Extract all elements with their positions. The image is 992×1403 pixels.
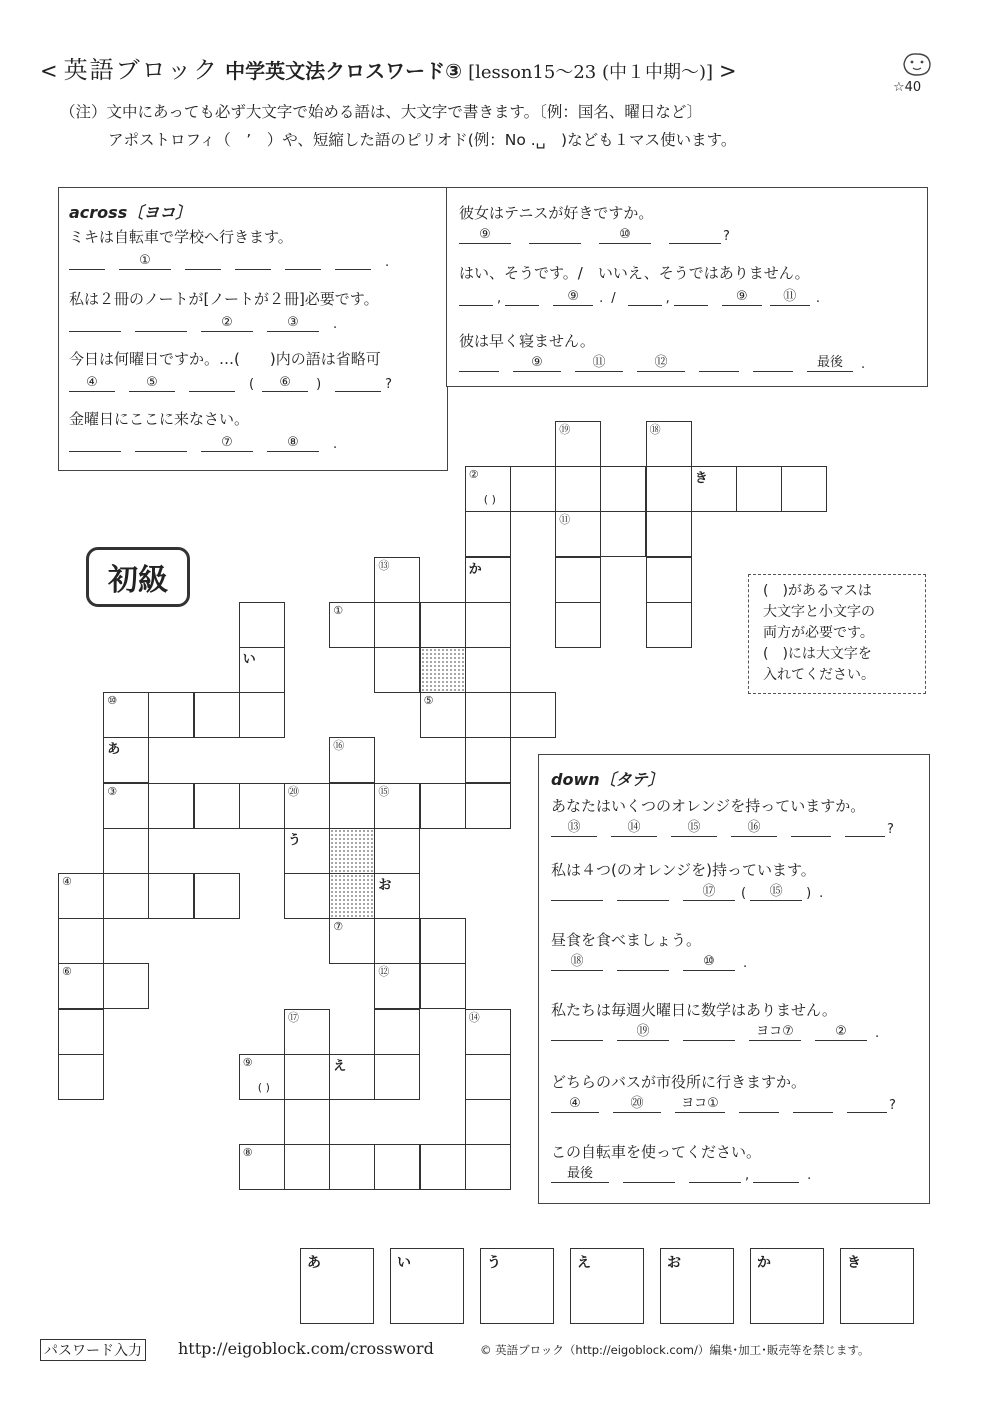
down-answer-line-3 [551,953,747,971]
question-mark: ? [723,229,730,244]
cell-marker: ⑱ [649,423,661,436]
crossword-cell[interactable] [284,873,330,919]
blank[interactable]: ⑭ [611,819,657,837]
crossword-cell[interactable] [555,511,601,557]
across-answer-line-3 [69,374,392,392]
blank[interactable] [793,1095,833,1113]
period: . [333,317,338,332]
crossword-cell[interactable] [646,557,692,603]
blank[interactable]: ⑳ [613,1095,661,1113]
blank[interactable] [459,288,493,306]
crossword-cell[interactable] [148,873,194,919]
crossword-cell[interactable] [58,963,104,1009]
crossword-cell[interactable] [103,963,149,1009]
crossword-cell[interactable] [329,1144,375,1190]
across-clue-2: 私は２冊のノートが[ノートが２冊]必要です。 [69,290,379,308]
across-answer-line-1 [69,252,389,270]
blank[interactable] [135,314,187,332]
across-clue-4: 金曜日にここに来なさい。 [69,410,250,428]
crossword-cell[interactable] [600,466,646,512]
crossword-cell[interactable] [465,692,511,738]
crossword-cell[interactable] [284,1144,330,1190]
blank[interactable] [69,252,105,270]
crossword-url-link[interactable]: http://eigoblock.com/crossword [178,1339,434,1358]
blank[interactable] [235,252,271,270]
down-clue-box [538,754,930,1204]
blank[interactable] [529,226,581,244]
capital-letter-note [748,574,926,694]
crossword-cell[interactable] [420,1144,466,1190]
down-answer-line-2 [551,883,823,901]
down-answer-line-4 [551,1023,879,1041]
across-answer-line-4 [69,434,337,452]
crossword-cell[interactable] [555,421,601,467]
blank[interactable]: ⑥ [262,374,308,392]
cell-marker: ⑯ [333,739,345,753]
across-clue-3: 今日は何曜日ですか。…( )内の語は省略可 [69,350,381,368]
crossword-cell[interactable] [420,918,466,964]
blank[interactable] [335,252,371,270]
blank[interactable]: ⑫ [637,354,685,372]
cell-marker: ① [333,603,344,617]
crossword-cell[interactable] [646,511,692,557]
crossword-cell[interactable] [374,783,420,829]
blank[interactable]: ⑪ [770,288,810,306]
crossword-cell[interactable] [58,1054,104,1100]
question-mark: ? [887,822,894,837]
blank[interactable] [617,883,669,901]
across-clue-6: はい、そうです。/ いいえ、そうではありません。 [459,264,810,282]
down-clue-5: どちらのバスが市役所に行きますか。 [551,1073,807,1091]
crossword-cell[interactable] [555,466,601,512]
brand-name: 英語ブロック [63,56,220,84]
crossword-cell[interactable] [194,873,240,919]
crossword-cell[interactable] [420,963,466,1009]
crossword-cell[interactable] [465,783,511,829]
period: . [807,1168,812,1183]
blank[interactable]: ⑨ [513,354,561,372]
crossword-cell[interactable] [284,1099,330,1145]
shaded-cell [420,647,466,693]
cell-marker: お [378,878,392,893]
note-line: ( )があるマスは [763,583,872,599]
across-answer-line-6 [459,288,820,306]
cell-marker: ⑬ [378,558,390,572]
crossword-cell[interactable] [465,647,511,693]
crossword-cell[interactable] [284,1009,330,1055]
down-heading: down〔タテ〕 [551,770,664,789]
note-line: 両方が必要です。 [763,625,874,641]
password-box-e[interactable]: え [570,1248,644,1324]
blank[interactable]: ⑯ [731,819,777,837]
blank[interactable]: ⑨ [553,288,593,306]
worksheet-title [40,50,737,85]
crossword-cell[interactable] [465,1144,511,1190]
blank[interactable] [689,1165,741,1183]
crossword-cell[interactable] [329,602,375,648]
title-gt: > [719,59,737,83]
crossword-cell[interactable] [646,466,692,512]
title-lt: < [40,59,58,83]
crossword-cell[interactable] [239,783,285,829]
cell-marker: ⑩ [107,694,118,708]
blank[interactable] [551,883,603,901]
blank[interactable]: ヨコ① [675,1095,725,1113]
password-box-u[interactable]: う [480,1248,554,1324]
crossword-cell[interactable] [465,557,511,603]
blank[interactable] [551,1023,603,1041]
slash: / [611,291,616,306]
password-box-ka[interactable]: か [750,1248,824,1324]
period: . [385,255,390,270]
crossword-cell[interactable] [374,647,420,693]
blank[interactable]: ⑨ [722,288,762,306]
blank[interactable] [683,1023,735,1041]
capital-paren: ( ) [483,493,496,507]
blank[interactable] [285,252,321,270]
across-answer-line-7 [459,354,865,372]
blank[interactable]: ⑦ [201,434,253,452]
crossword-cell[interactable] [329,1054,375,1100]
blank[interactable]: 最後 [807,354,853,372]
blank[interactable] [135,434,187,452]
blank[interactable]: ① [119,252,171,270]
crossword-cell[interactable] [194,783,240,829]
across-clue-box-right [446,187,928,387]
paren: ) [806,886,812,901]
blank[interactable]: ⑰ [683,883,735,901]
crossword-cell[interactable] [374,1144,420,1190]
blank[interactable] [189,374,235,392]
shaded-cell [329,828,375,874]
cell-marker: か [468,561,482,577]
cell-marker: ⑲ [559,423,571,436]
note-line: ( )には大文字を [763,646,872,662]
note-line: 入れてください。 [763,667,875,683]
crossword-cell[interactable] [646,602,692,648]
crossword-cell[interactable] [239,1144,285,1190]
down-clue-1: あなたはいくつのオレンジを持っていますか。 [551,797,866,815]
across-clue-1: ミキは自転車で学校へ行きます。 [69,228,293,246]
password-box-i[interactable]: い [390,1248,464,1324]
crossword-cell[interactable] [555,557,601,603]
crossword-cell[interactable] [510,466,556,512]
crossword-cell[interactable] [103,873,149,919]
copyright-notice: © 英語ブロック（http://eigoblock.com/）編集･加工･販売等を禁じます。 [480,1343,870,1357]
crossword-cell[interactable] [374,557,420,603]
period: . [875,1026,880,1041]
down-clue-3: 昼食を食べましょう。 [551,931,702,949]
blank[interactable]: ⑪ [575,354,623,372]
period: . [815,291,820,306]
across-answer-line-2 [69,314,337,332]
note-line-1: （注）文中にあっても必ず大文字で始める語は、大文字で書きます。〔例：国名、曜日など〕 [60,103,703,121]
cell-marker: い [242,652,256,667]
cell-marker: ⑧ [242,1146,253,1160]
crossword-cell[interactable] [284,828,330,874]
password-box-a[interactable]: あ [300,1248,374,1324]
cell-marker: ⑦ [333,920,344,934]
crossword-cell[interactable] [420,602,466,648]
cell-marker: ⑫ [378,965,390,979]
across-answer-line-5 [459,226,730,244]
blank[interactable] [674,288,708,306]
crossword-cell[interactable] [329,783,375,829]
blank[interactable] [623,1165,675,1183]
blank[interactable] [69,434,121,452]
crossword-cell[interactable] [239,602,285,648]
cell-marker: う [288,832,302,848]
crossword-cell[interactable] [691,466,737,512]
crossword-cell[interactable] [465,511,511,557]
crossword-cell[interactable] [329,737,375,783]
cell-marker: ④ [62,875,72,888]
cell-marker: き [694,471,708,487]
crossword-cell[interactable] [600,511,646,557]
blank[interactable]: ⑱ [551,953,603,971]
crossword-cell[interactable] [148,783,194,829]
blank[interactable]: ⑮ [671,819,717,837]
blank[interactable] [628,288,662,306]
blank[interactable] [185,252,221,270]
blank[interactable]: ④ [551,1095,599,1113]
across-clue-box [58,187,448,471]
blank[interactable] [69,314,121,332]
crossword-cell[interactable] [374,602,420,648]
blank[interactable] [753,354,793,372]
shaded-cell [329,873,375,919]
blank[interactable]: ヨコ⑦ [749,1023,801,1041]
crossword-cell[interactable] [420,783,466,829]
crossword-cell[interactable] [420,692,466,738]
crossword-cell[interactable] [58,1009,104,1055]
cell-marker: ⑭ [468,1010,480,1024]
password-box-ki[interactable]: き [840,1248,914,1324]
capital-paren: ( ) [257,1080,270,1094]
crossword-cell[interactable] [465,602,511,648]
blank[interactable]: ⑮ [750,883,802,901]
difficulty-badge: 初級 [86,547,190,607]
crossword-cell[interactable] [555,602,601,648]
crossword-cell[interactable] [148,692,194,738]
period: . [599,291,604,306]
blank[interactable] [669,226,721,244]
note-line-2: アポストロフィ（ ’ ）や、短縮した語のピリオド(例：No .␣ )なども１マス使います。 [108,131,737,149]
paren: ( [741,886,747,901]
blank[interactable]: ⑤ [129,374,175,392]
blank[interactable]: ② [201,314,253,332]
question-mark: ? [889,1098,896,1113]
period: . [861,357,866,372]
blank[interactable]: ② [815,1023,867,1041]
down-clue-2: 私は４つ(のオレンジを)持っています。 [551,861,816,879]
blank[interactable]: ⑨ [459,226,511,244]
blank[interactable]: ⑩ [599,226,651,244]
cell-marker: ② [468,468,479,482]
crossword-cell[interactable] [329,918,375,964]
cell-marker: ⑨ [242,1055,253,1069]
cell-marker: ⑰ [288,1010,299,1024]
crossword-cell[interactable] [465,1009,511,1055]
lesson-range: [lesson15～23 (中１中期～)] [468,62,714,83]
crossword-cell[interactable] [374,1009,420,1055]
cell-marker: ③ [107,784,118,798]
crossword-cell[interactable] [510,692,556,738]
blank[interactable] [845,819,885,837]
across-heading: across〔ヨコ〕 [69,203,192,222]
crossword-cell[interactable] [374,873,420,919]
password-box-o[interactable]: お [660,1248,734,1324]
star-level: ☆40 [893,80,922,95]
crossword-cell[interactable] [103,737,149,783]
crossword-cell[interactable] [374,828,420,874]
crossword-cell[interactable] [781,466,827,512]
comma: , [665,291,670,306]
blank[interactable] [847,1095,887,1113]
crossword-cell[interactable] [374,918,420,964]
worksheet-name: 中学英文法クロスワード③ [225,59,463,83]
blank[interactable] [459,354,499,372]
paren: ( [249,377,255,392]
crossword-cell[interactable] [465,1054,511,1100]
crossword-cell[interactable] [465,1099,511,1145]
down-clue-6: この自転車を使ってください。 [551,1143,762,1161]
crossword-cell[interactable] [239,1054,285,1100]
cell-marker: あ [107,742,121,758]
question-mark: ? [385,377,393,392]
blank[interactable] [617,953,669,971]
crossword-cell[interactable] [103,692,149,738]
blank[interactable] [791,819,831,837]
down-answer-line-5 [551,1095,896,1113]
blank[interactable]: ⑩ [683,953,735,971]
crossword-cell[interactable] [465,737,511,783]
across-clue-5: 彼女はテニスが好きですか。 [459,204,654,222]
down-answer-line-1 [551,819,894,837]
crossword-cell[interactable] [736,466,782,512]
crossword-cell[interactable] [58,918,104,964]
password-entry-label: パスワード入力 [40,1339,146,1361]
cell-marker: ⑳ [288,784,299,798]
period: . [333,437,338,452]
crossword-cell[interactable] [239,647,285,693]
crossword-cell[interactable] [239,692,285,738]
blank[interactable]: ③ [267,314,319,332]
blank[interactable]: ④ [69,374,115,392]
blank[interactable] [753,1165,799,1183]
blank[interactable] [739,1095,779,1113]
down-clue-4: 私たちは毎週火曜日に数学はありません。 [551,1001,837,1019]
crossword-cell[interactable] [646,421,692,467]
cell-marker: ⑤ [423,694,434,708]
crossword-cell[interactable] [465,466,511,512]
crossword-cell[interactable] [103,828,149,874]
across-clue-7: 彼は早く寝ません。 [459,332,595,350]
period: . [743,956,748,971]
crossword-cell[interactable] [374,1054,420,1100]
blank[interactable]: ⑧ [267,434,319,452]
blank[interactable] [505,288,539,306]
paren: ) [316,377,322,392]
note-line: 大文字と小文字の [763,604,875,620]
crossword-cell[interactable] [284,783,330,829]
crossword-cell[interactable] [284,1054,330,1100]
blank[interactable] [335,374,381,392]
period: . [819,886,824,901]
blank[interactable]: ⑲ [617,1023,669,1041]
mascot-face-icon [900,50,934,78]
comma: , [497,291,502,306]
blank[interactable] [699,354,739,372]
blank[interactable]: ⑬ [551,819,597,837]
cell-marker: ⑮ [378,784,390,798]
down-answer-line-6 [551,1165,811,1183]
crossword-cell[interactable] [103,783,149,829]
cell-marker: え [333,1058,347,1074]
comma: , [745,1168,750,1183]
crossword-cell[interactable] [58,873,104,919]
crossword-cell[interactable] [374,963,420,1009]
cell-marker: ⑪ [559,513,571,527]
crossword-cell[interactable] [194,692,240,738]
cell-marker: ⑥ [62,965,72,979]
blank[interactable]: 最後 [551,1165,609,1183]
